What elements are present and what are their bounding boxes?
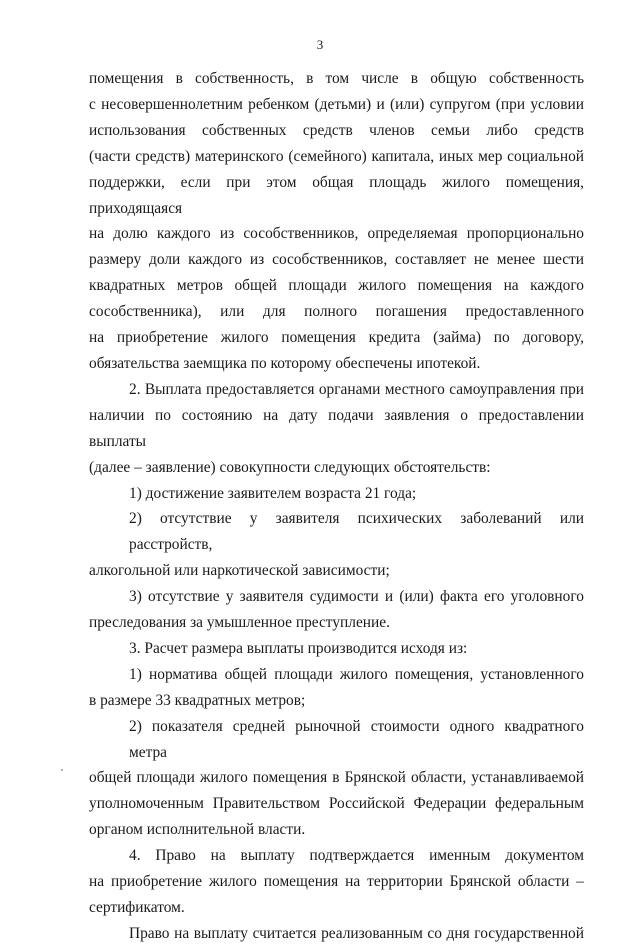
- text-line: на приобретение жилого помещения на территории Брянской области –: [89, 873, 584, 891]
- text-line: с несовершеннолетним ребенком (детьми) и (или) супругом (при условии: [89, 95, 584, 113]
- text-line: сертификатом.: [89, 899, 185, 916]
- text-line: сособственника), или для полного погашения предоставленного: [89, 303, 584, 321]
- text-line: помещения в собственность, в том числе в общую собственность: [89, 70, 584, 87]
- text-line: уполномоченным Правительством Российской Федерации федеральным: [89, 795, 584, 813]
- text-line: преследования за умышленное преступление.: [89, 614, 390, 632]
- text-line: обязательства заемщика по которому обеспечены ипотекой.: [89, 354, 481, 372]
- scan-speck: [61, 769, 63, 771]
- text-line: 3. Расчет размера выплаты производится исходя из:: [129, 639, 468, 657]
- text-line: использования собственных средств членов семьи либо средств: [89, 121, 584, 139]
- text-line: органом исполнительной власти.: [89, 821, 306, 839]
- text-line: на долю каждого из сособственников, определяемая пропорционально: [89, 225, 584, 243]
- text-line: 2. Выплата предоставляется органами местного самоуправления при: [129, 380, 584, 398]
- text-line: 1) норматива общей площади жилого помещения, установленного: [129, 665, 584, 683]
- page-number: 3: [316, 37, 324, 52]
- text-line: размеру доли каждого из сособственников, составляет не менее шести: [89, 251, 584, 269]
- text-line: поддержки, если при этом общая площадь жилого помещения, приходящаяся: [89, 173, 584, 217]
- text-line: 2) отсутствие у заявителя психических заболеваний или расстройств,: [129, 510, 584, 554]
- text-line: (далее – заявление) совокупности следующих обстоятельств:: [89, 458, 491, 476]
- text-line: (части средств) материнского (семейного) капитала, иных мер социальной: [89, 147, 584, 165]
- text-line: квадратных метров общей площади жилого помещения на каждого: [89, 277, 584, 295]
- text-line: общей площади жилого помещения в Брянской области, устанавливаемой: [89, 769, 584, 787]
- text-line: алкогольной или наркотической зависимости;: [89, 562, 390, 580]
- text-line: 1) достижение заявителем возраста 21 года;: [129, 484, 417, 502]
- text-line: в размере 33 квадратных метров;: [89, 691, 306, 709]
- text-line: 2) показателя средней рыночной стоимости одного квадратного метра: [129, 717, 584, 761]
- text-line: 4. Право на выплату подтверждается именным документом: [129, 847, 584, 865]
- text-line: Право на выплату считается реализованным со дня государственной: [129, 924, 584, 942]
- text-line: 3) отсутствие у заявителя судимости и (или) факта его уголовного: [129, 588, 584, 606]
- document-body: [89, 66, 584, 947]
- text-line: на приобретение жилого помещения кредита (займа) по договору,: [89, 329, 584, 347]
- text-line: наличии по состоянию на дату подачи заявления о предоставлении выплаты: [89, 406, 584, 450]
